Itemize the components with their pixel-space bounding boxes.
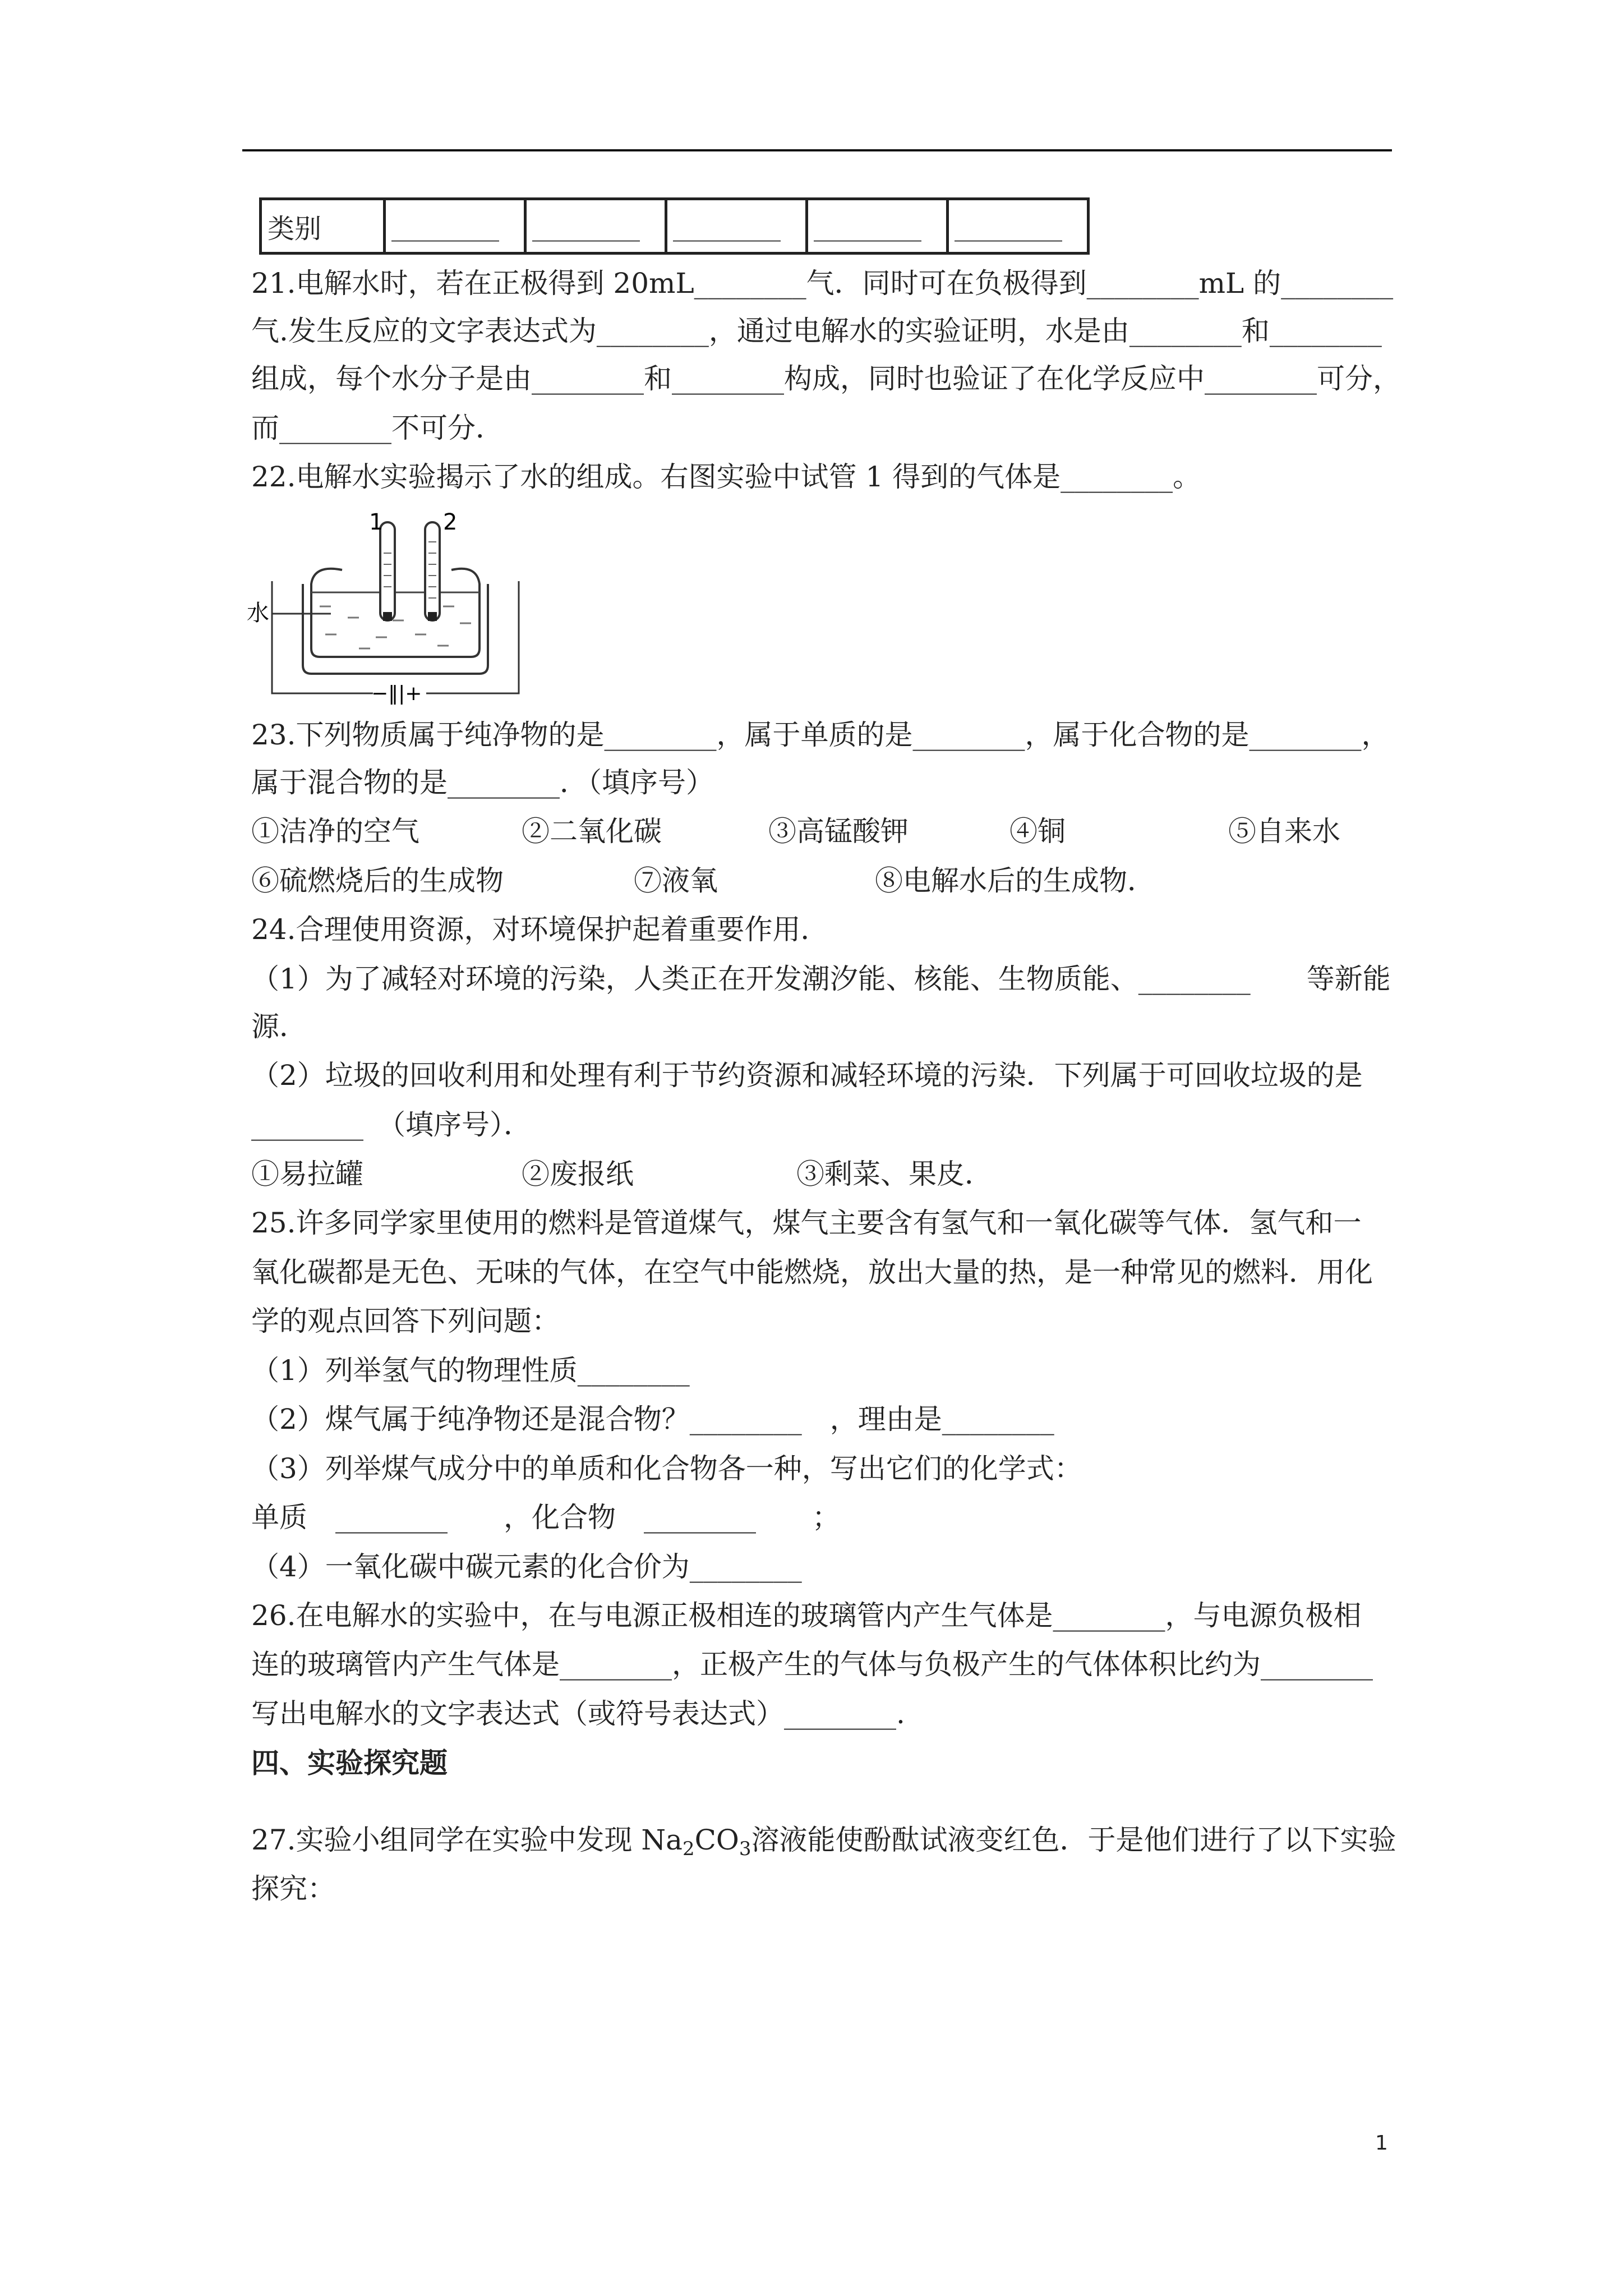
q23-option: ⑧电解水后的生成物． [875,864,1155,897]
q23-option: ⑦液氧 [634,864,718,897]
battery-symbol: −‖|+ [371,682,422,705]
q21-line-4: 而________不可分． [251,412,504,444]
q23-option: ⑤自来水 [1228,815,1340,848]
q22-text: 22.电解水实验揭示了水的组成。右图实验中试管 1 得到的气体是________。 [251,461,1201,493]
table-blank-cell: ________ [525,199,666,254]
q27-line-2: 探究： [251,1872,335,1905]
category-table [259,197,1090,255]
q25-line-2: 氧化碳都是无色、无味的气体，在空气中能燃烧，放出大量的热，是一种常见的燃料．用化 [251,1256,1373,1289]
table-header-cell: 类别 [261,199,385,254]
q21-line-2: 气.发生反应的文字表达式为________，通过电解水的实验证明，水是由________和________ [251,315,1382,347]
q25-line-4: （1）列举氢气的物理性质________ [251,1354,690,1387]
q26-line-3: 写出电解水的文字表达式（或符号表达式）________. [251,1697,905,1730]
q27-subscript-b: 3 [739,1838,751,1860]
q23-option: ④铜 [1009,815,1066,848]
q23-option: ⑥硫燃烧后的生成物 [251,864,504,897]
q25-line-1: 25.许多同学家里使用的燃料是管道煤气，煤气主要含有氢气和一氧化碳等气体．氢气和一 [251,1207,1362,1239]
q23-line-1: 23.下列物质属于纯净物的是________，属于单质的是________，属于化合物的是________， [251,719,1390,751]
q21-line-1: 21.电解水时，若在正极得到 20mL________气．同时可在负极得到________mL 的________ [251,267,1394,300]
q24-line-5: ________ （填序号）． [251,1108,532,1141]
q26-line-1: 26.在电解水的实验中，在与电源正极相连的玻璃管内产生气体是________，与电源负极相 [251,1599,1362,1632]
q27-text-a: 27.实验小组同学在实验中发现 Na [251,1824,683,1856]
q25-line-8: （4）一氧化碳中碳元素的化合价为________ [251,1550,802,1583]
q25-line-3: 学的观点回答下列问题： [251,1305,560,1337]
q27-subscript-a: 2 [682,1838,695,1860]
table-blank-cell: ________ [948,199,1089,254]
q24-option: ①易拉罐 [251,1158,363,1190]
electrolysis-apparatus-figure [247,508,550,705]
q23-line-2: 属于混合物的是________．（填序号） [251,766,714,799]
page-number: 1 [1375,2132,1388,2155]
q23-option: ②二氧化碳 [522,815,662,848]
q25-line-5: （2）煤气属于纯净物还是混合物？________ ，理由是________ [251,1403,1054,1435]
q21-line-3: 组成，每个水分子是由________和________构成，同时也验证了在化学反应中________可分， [251,362,1401,395]
table-blank-cell: ________ [666,199,807,254]
q23-option: ①洁净的空气 [251,815,419,848]
q24-option: ②废报纸 [522,1158,634,1190]
table-blank-cell: ________ [807,199,948,254]
q26-line-2: 连的玻璃管内产生气体是________，正极产生的气体与负极产生的气体体积比约为________ [251,1648,1373,1681]
water-label: 水 [247,600,269,626]
q27-line-1 [251,1823,1396,1866]
q24-line-3: 源． [251,1010,307,1043]
q24-line-1: 24.合理使用资源，对环境保护起着重要作用． [251,913,829,946]
q24-line-2: （1）为了减轻对环境的污染，人类正在开发潮汐能、核能、生物质能、________ 等新能 [251,963,1391,995]
table-blank-cell: ________ [385,199,525,254]
q27-text-b: CO [694,1824,739,1856]
q24-line-4: （2）垃圾的回收利用和处理有利于节约资源和减轻环境的污染．下列属于可回收垃圾的是 [251,1059,1363,1092]
q23-option: ③高锰酸钾 [768,815,909,848]
q27-text-c: 溶液能使酚酞试液变红色．于是他们进行了以下实验 [751,1824,1396,1856]
section-heading: 四、实验探究题 [251,1746,448,1779]
q24-option: ③剩菜、果皮． [796,1158,993,1190]
q25-line-7: 单质 ________ ，化合物 ________ ； [251,1501,840,1534]
q25-line-6: （3）列举煤气成分中的单质和化合物各一种，写出它们的化学式： [251,1452,1082,1485]
header-rule [242,149,1392,151]
tube-1-label: 1 [369,509,384,535]
tube-2-label: 2 [443,509,458,535]
table-row [261,199,1089,254]
